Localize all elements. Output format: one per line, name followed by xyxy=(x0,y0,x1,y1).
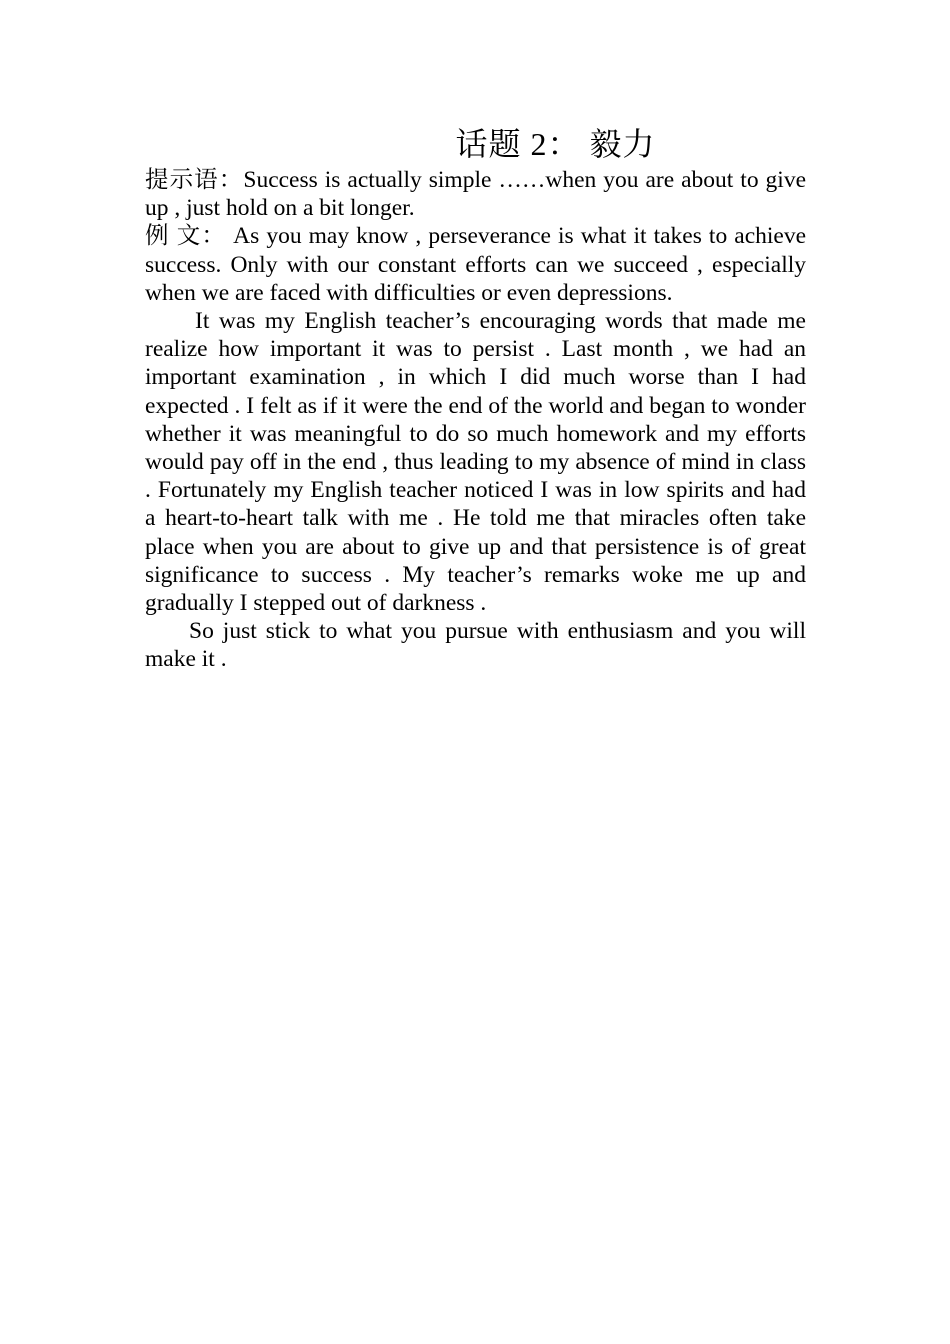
example-intro-paragraph xyxy=(145,222,806,307)
body-paragraph-3: So just stick to what you pursue with enthusiasm and you will make it . xyxy=(145,618,806,673)
example-label: 例 文： xyxy=(145,223,227,250)
example-intro-text: As you may know , perseverance is what it takes to achieve success. Only with our constant efforts can we succeed , especially when we are faced with difficulties or even depressions. xyxy=(145,223,807,306)
document-title: 话题 2： 毅力 xyxy=(455,126,656,162)
hint-paragraph xyxy=(145,166,806,222)
hint-text: Success is actually simple ……when you are about to give up , just hold on a bit longer. xyxy=(145,167,806,222)
hint-label: 提示语： xyxy=(145,167,244,193)
body-paragraph-2: It was my English teacher’s encouraging words that made me realize how important it was to persist . Last month , we had an important examination , in which I did much worse than I had expected . I felt as if it were the end of the world and began to wonder whether it was meaningful to do so much homework and my efforts would pay off in the end , thus leading to my absence of mind in class . Fortunately my English teacher noticed I was in low spirits and had a heart-to-heart talk with me . He told me that miracles often take place when you are about to give up and that persistence is of great significance to success . My teacher’s remarks woke me up and gradually I stepped out of darkness . xyxy=(145,308,806,617)
document-page xyxy=(145,122,806,674)
